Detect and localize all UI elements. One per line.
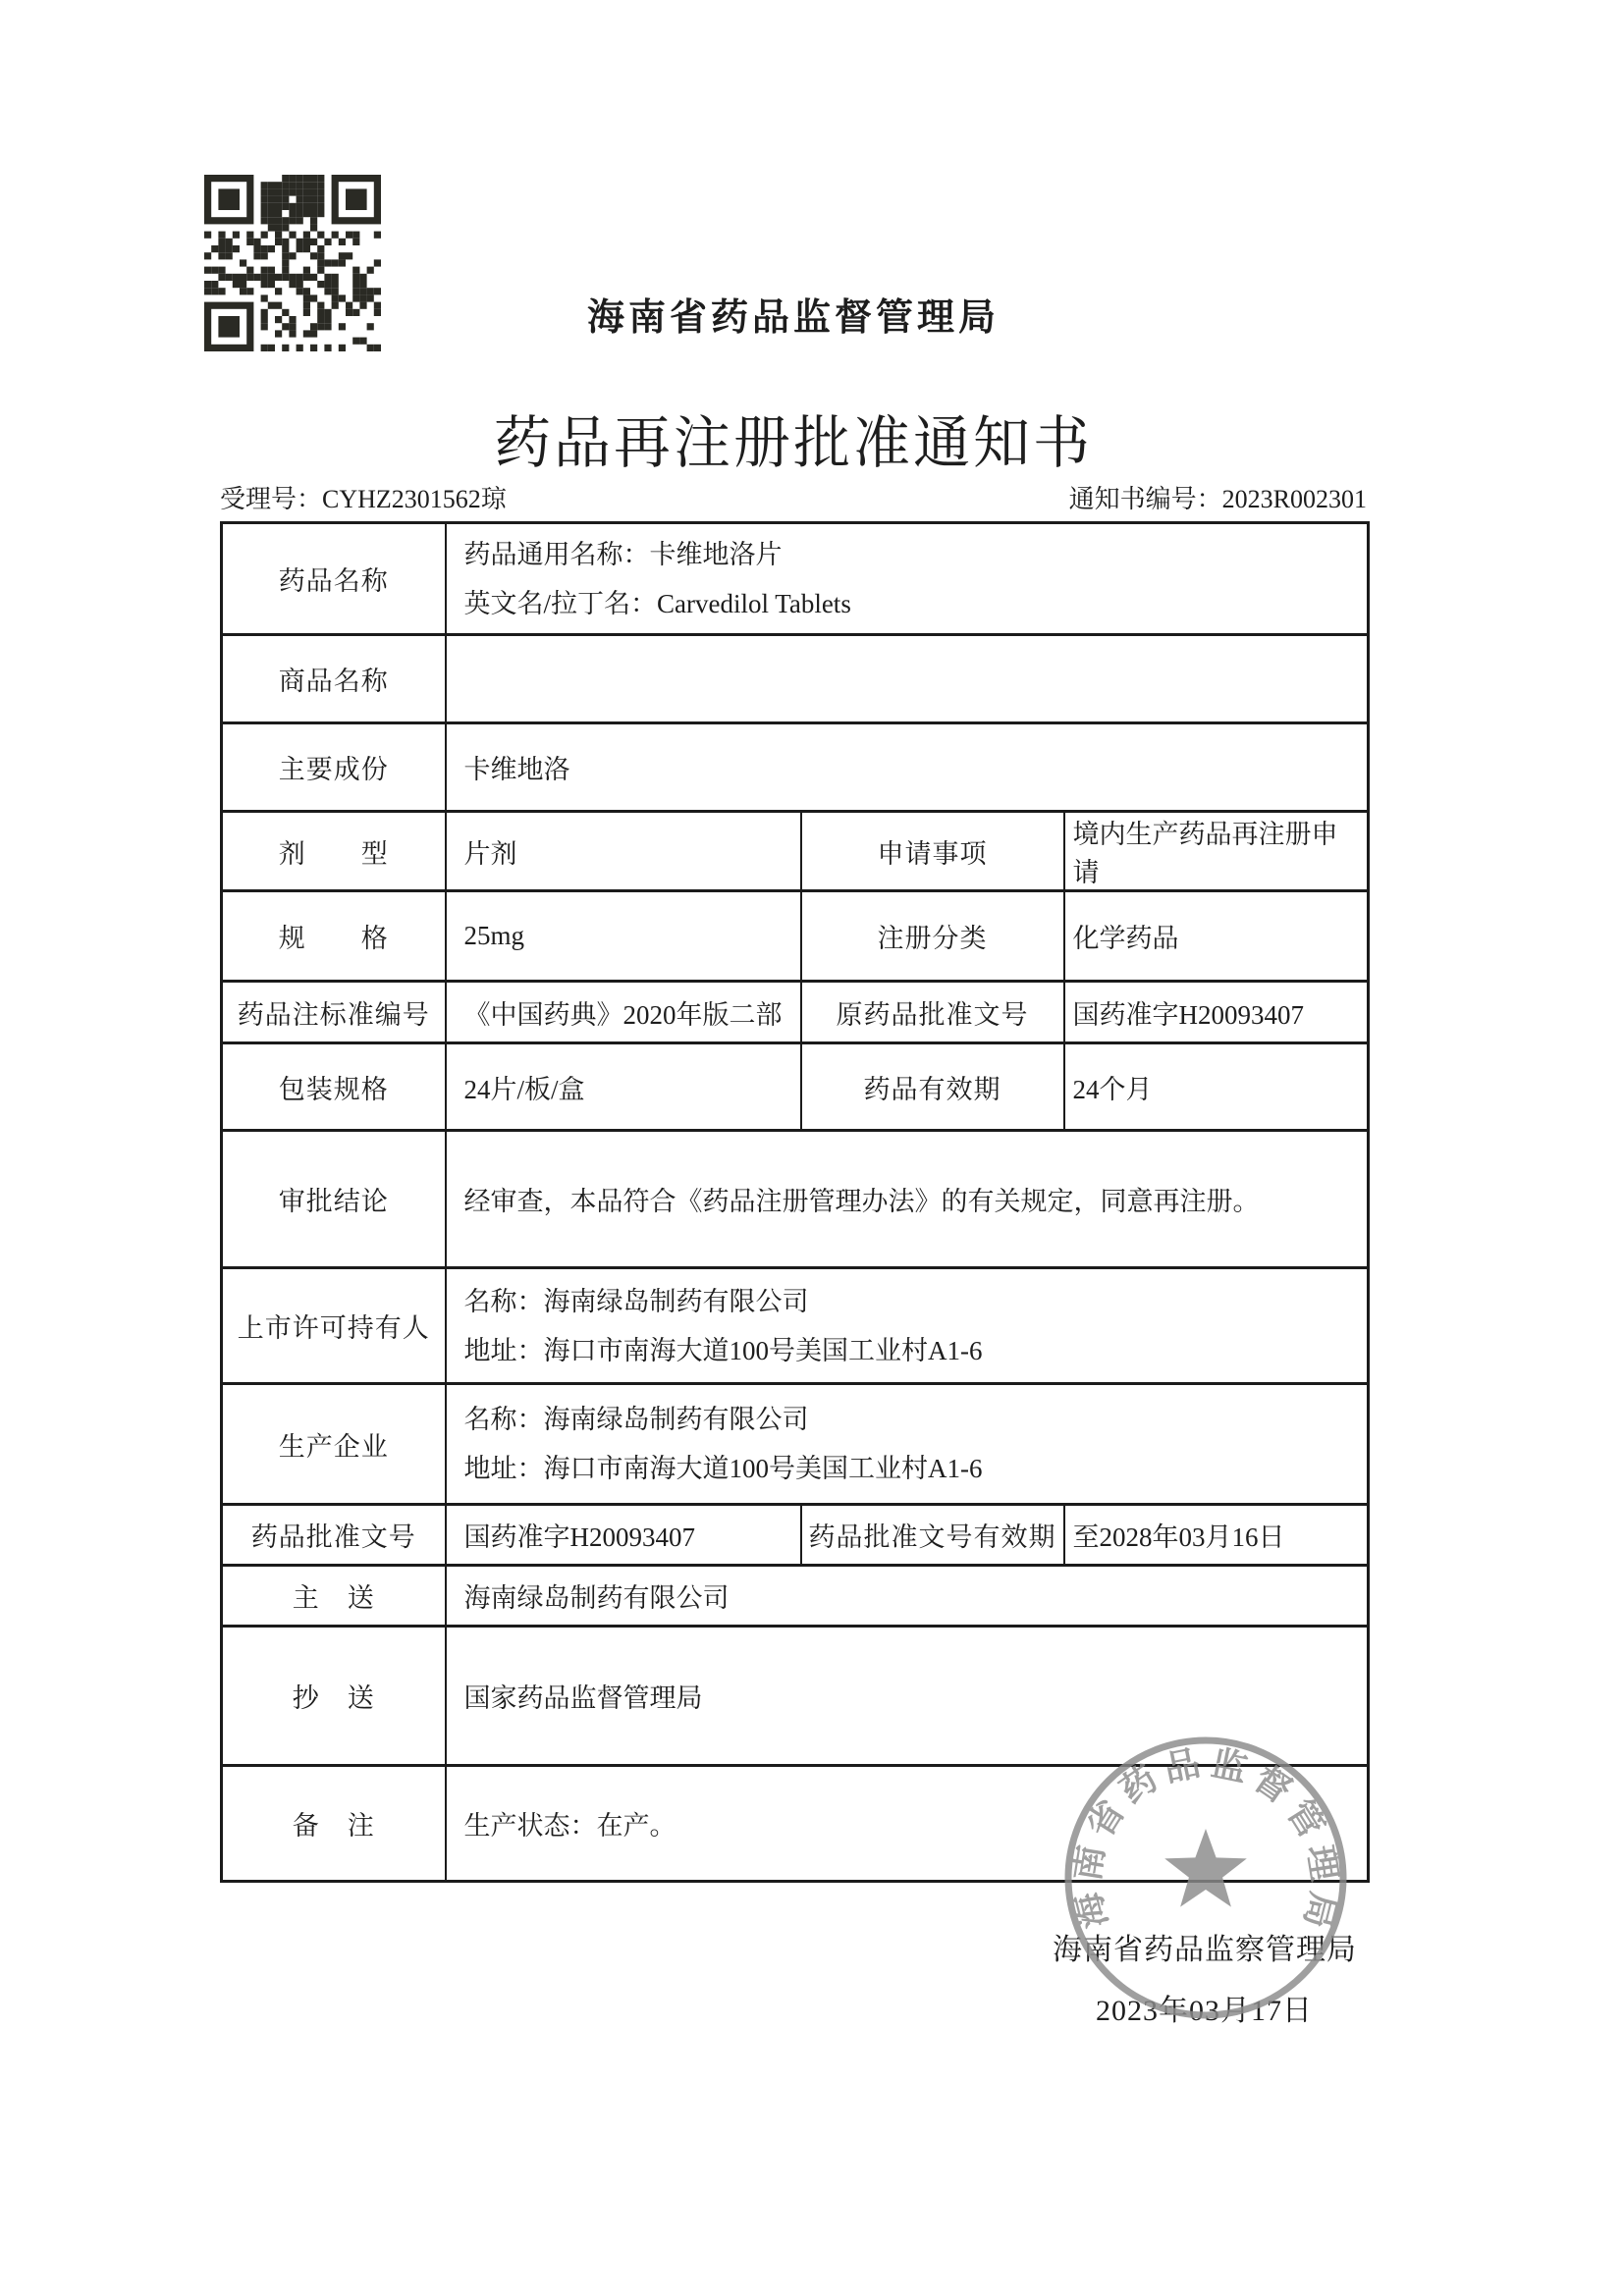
dosage-form-cell: 片剂 [446,812,801,891]
approval-number-cell: 国药准字H20093407 [446,1505,801,1566]
license-holder-cell [446,1268,1369,1384]
table-row [222,1384,1369,1505]
license-holder-address-line: 地址：海口市南海大道100号美国工业村A1-6 [463,1335,983,1365]
acceptance-label: 受理号： [220,485,323,513]
main-recipient-cell: 海南绿岛制药有限公司 [446,1566,1369,1627]
trade-name-cell [446,635,1369,723]
notice-label: 通知书编号： [1068,485,1222,513]
drug-name-cell [446,523,1369,635]
row-label-approval-conclusion: 审批结论 [222,1131,446,1268]
row-label-registration-class: 注册分类 [801,891,1064,982]
acceptance-value: CYHZ2301562琼 [322,485,507,513]
row-label-license-holder: 上市许可持有人 [222,1268,446,1384]
row-label-drug-name: 药品名称 [222,523,446,635]
row-label-standard-number: 药品注标准编号 [222,982,446,1043]
manufacturer-address-line: 地址：海口市南海大道100号美国工业村A1-6 [463,1454,983,1483]
acceptance-number [220,479,507,515]
table-row [222,1766,1369,1882]
id-line [220,479,1367,512]
row-label-validity-period: 药品有效期 [801,1043,1064,1131]
validity-period-cell: 24个月 [1064,1043,1369,1131]
manufacturer-cell [446,1384,1369,1505]
registration-class-cell: 化学药品 [1064,891,1369,982]
row-label-approval-number: 药品批准文号 [222,1505,446,1566]
page-title: 药品再注册批准通知书 [493,411,1093,475]
table-row [222,1627,1369,1766]
issue-date: 2023年03月17日 [1096,1995,1313,2027]
table-row [222,1566,1369,1627]
original-approval-number-cell: 国药准字H20093407 [1064,982,1369,1043]
table-row [222,1505,1369,1566]
application-item-cell: 境内生产药品再注册申请 [1064,812,1369,891]
row-label-cc-recipient: 抄 送 [222,1627,446,1766]
notice-value: 2023R002301 [1221,485,1367,513]
authority-name: 海南省药品监督管理局 [586,297,1000,339]
manufacturer-name-line: 名称：海南绿岛制药有限公司 [463,1405,809,1434]
row-label-trade-name: 商品名称 [222,635,446,723]
issuer-signature: 海南省药品监察管理局 [1053,1934,1357,1966]
cc-recipient-cell: 国家药品监督管理局 [446,1627,1369,1766]
row-label-package-spec: 包装规格 [222,1043,446,1131]
row-label-approval-number-validity: 药品批准文号有效期 [801,1505,1064,1566]
remarks-cell: 生产状态：在产。 [446,1766,1369,1882]
standard-number-cell: 《中国药典》2020年版二部 [446,982,801,1043]
table-row [222,523,1369,635]
approval-number-validity-cell: 至2028年03月16日 [1064,1505,1369,1566]
table-row [222,982,1369,1043]
table-row [222,723,1369,812]
seal-arc-text: 海南省药品监督管理局 [1065,1742,1346,1933]
drug-registration-table [220,521,1370,1883]
notice-number [1069,479,1367,515]
license-holder-name-line: 名称：海南绿岛制药有限公司 [463,1286,809,1316]
specification-cell: 25mg [446,891,801,982]
table-row [222,1268,1369,1384]
table-row [222,891,1369,982]
table-row [222,1043,1369,1131]
row-label-remarks: 备 注 [222,1766,446,1882]
package-spec-cell: 24片/板/盒 [446,1043,801,1131]
row-label-main-ingredient: 主要成份 [222,723,446,812]
english-name-line: 英文名/拉丁名：Carvedilol Tablets [463,588,851,618]
main-ingredient-cell: 卡维地洛 [446,723,1369,812]
row-label-main-recipient: 主 送 [222,1566,446,1627]
approval-conclusion-cell: 经审查，本品符合《药品注册管理办法》的有关规定，同意再注册。 [446,1131,1369,1268]
table-row [222,635,1369,723]
table-row [222,1131,1369,1268]
row-label-original-approval-number: 原药品批准文号 [801,982,1064,1043]
generic-name-line: 药品通用名称：卡维地洛片 [463,539,783,569]
row-label-manufacturer: 生产企业 [222,1384,446,1505]
row-label-application-item: 申请事项 [801,812,1064,891]
row-label-specification: 规 格 [222,891,446,982]
row-label-dosage-form: 剂 型 [222,812,446,891]
table-row [222,812,1369,891]
